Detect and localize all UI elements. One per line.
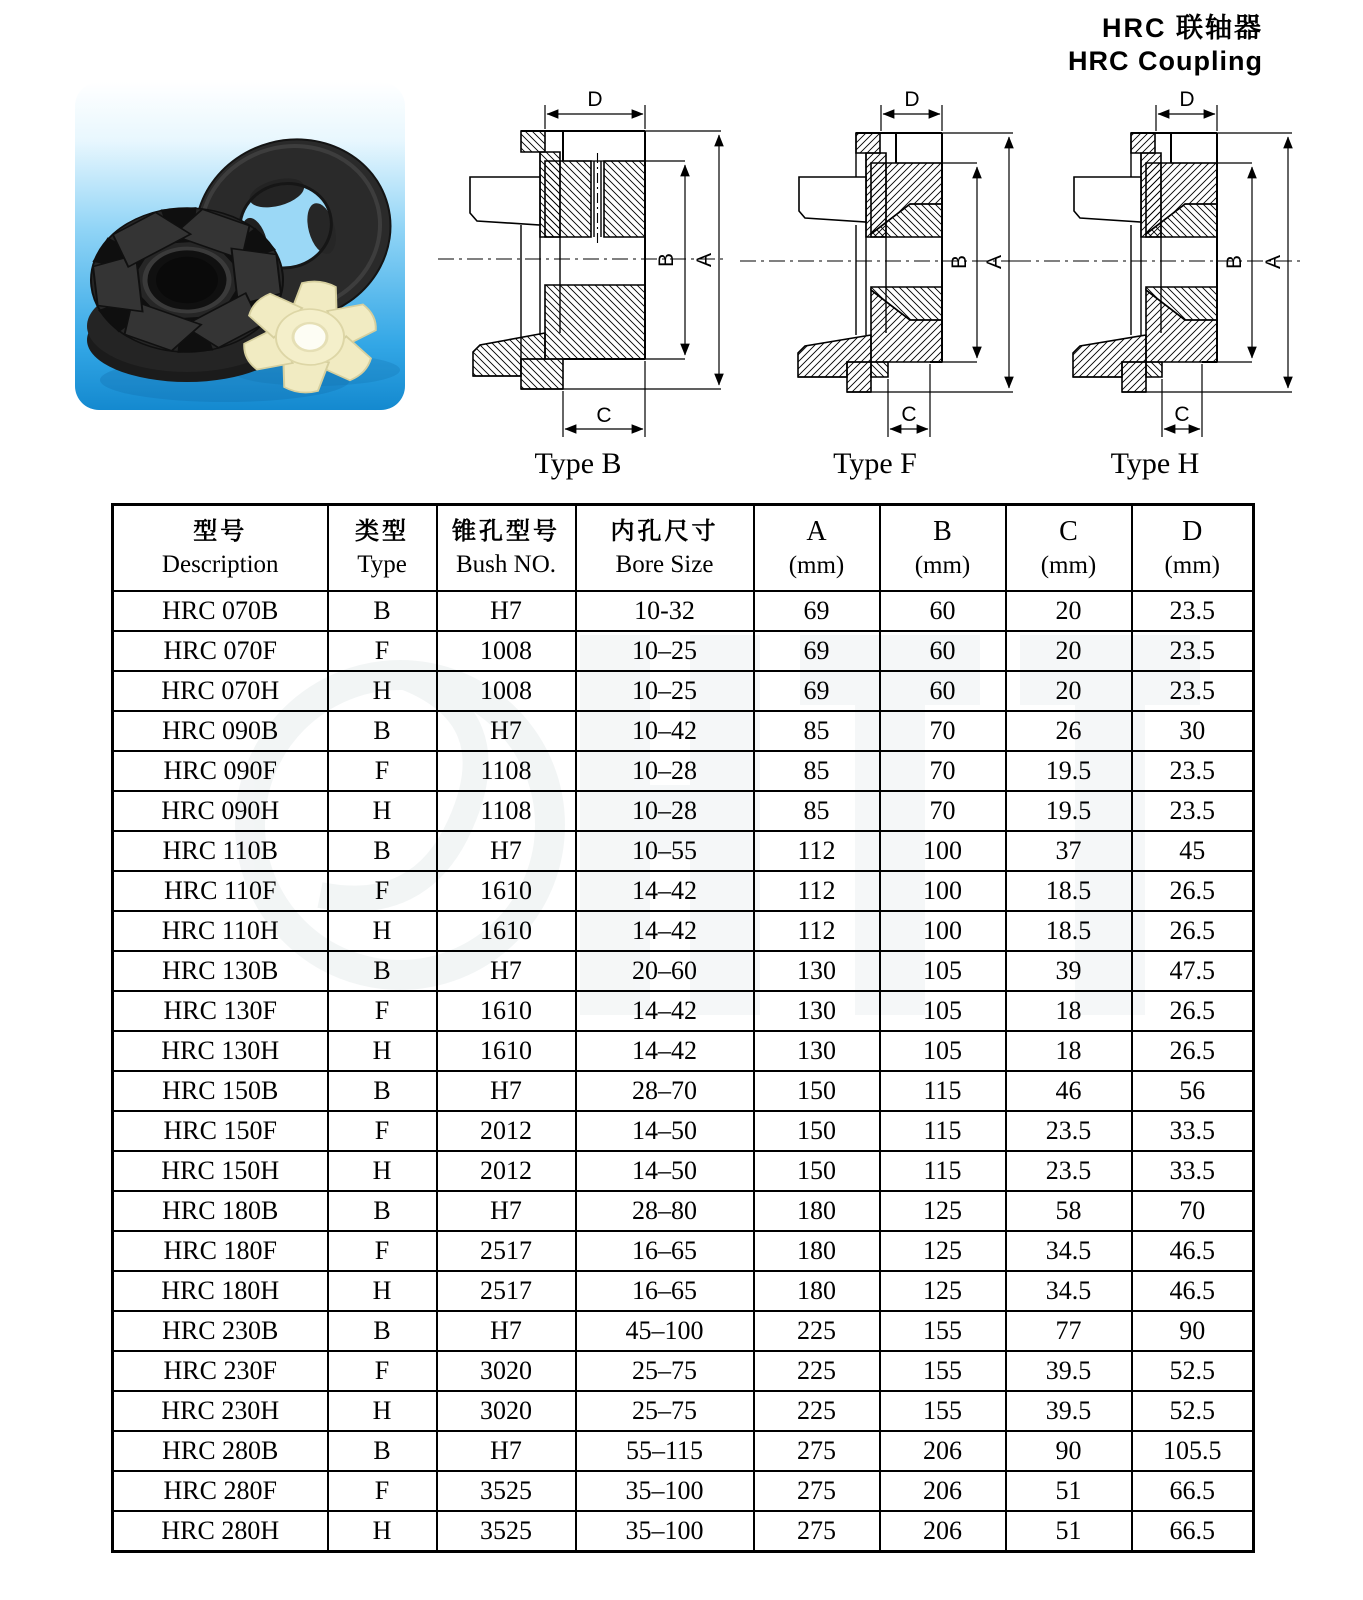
table-cell: H7 xyxy=(437,711,576,751)
table-cell: 180 xyxy=(754,1191,880,1231)
table-cell: 69 xyxy=(754,671,880,711)
table-cell: 10–28 xyxy=(576,791,754,831)
table-cell: 19.5 xyxy=(1006,791,1132,831)
dim-label-c: C xyxy=(901,403,917,426)
table-row xyxy=(113,751,1254,791)
table-cell: 180 xyxy=(754,1271,880,1311)
table-cell: 28–80 xyxy=(576,1191,754,1231)
table-cell: 130 xyxy=(754,1031,880,1071)
table-cell: 1610 xyxy=(437,1031,576,1071)
table-cell: 34.5 xyxy=(1006,1231,1132,1271)
table-cell: 105 xyxy=(880,951,1006,991)
table-cell: 14–42 xyxy=(576,911,754,951)
table-cell: HRC 280F xyxy=(113,1471,328,1511)
column-header-line2: Bore Size xyxy=(615,551,714,578)
table-cell: H7 xyxy=(437,951,576,991)
table-cell: 1008 xyxy=(437,671,576,711)
table-cell: 51 xyxy=(1006,1471,1132,1511)
table-row xyxy=(113,671,1254,711)
dim-label-d: D xyxy=(587,88,603,111)
table-cell: 2012 xyxy=(437,1111,576,1151)
header-row xyxy=(113,505,1254,592)
table-cell: 20–60 xyxy=(576,951,754,991)
table-cell: 105.5 xyxy=(1132,1431,1254,1471)
table-cell: B xyxy=(328,1311,437,1351)
table-cell: 10–55 xyxy=(576,831,754,871)
dim-label-b: B xyxy=(948,254,971,270)
table-cell: H7 xyxy=(437,831,576,871)
dim-label-b: B xyxy=(655,252,678,268)
column-header-line2: Description xyxy=(161,551,279,578)
table-cell: HRC 180B xyxy=(113,1191,328,1231)
table-cell: 112 xyxy=(754,871,880,911)
table-cell: 225 xyxy=(754,1351,880,1391)
coupling-photo-illustration xyxy=(75,82,405,410)
table-cell: 23.5 xyxy=(1132,671,1254,711)
table-cell: H xyxy=(328,1271,437,1311)
table-cell: 56 xyxy=(1132,1071,1254,1111)
table-cell: H xyxy=(328,671,437,711)
table-cell: 10–28 xyxy=(576,751,754,791)
table-cell: 51 xyxy=(1006,1511,1132,1552)
table-row xyxy=(113,1351,1254,1391)
table-cell: HRC 110B xyxy=(113,831,328,871)
table-cell: 30 xyxy=(1132,711,1254,751)
column-header xyxy=(576,505,754,592)
table-cell: HRC 150F xyxy=(113,1111,328,1151)
table-cell: B xyxy=(328,1071,437,1111)
table-cell: 33.5 xyxy=(1132,1151,1254,1191)
table-row xyxy=(113,1311,1254,1351)
table-cell: HRC 230H xyxy=(113,1391,328,1431)
dim-label-c: C xyxy=(1174,403,1190,426)
table-cell: 105 xyxy=(880,1031,1006,1071)
page-title-zh: HRC 联轴器 xyxy=(1102,13,1263,43)
table-row xyxy=(113,871,1254,911)
table-cell: 18 xyxy=(1006,1031,1132,1071)
table-cell: 70 xyxy=(880,791,1006,831)
table-cell: 70 xyxy=(880,751,1006,791)
table-cell: 55–115 xyxy=(576,1431,754,1471)
table-cell: 18.5 xyxy=(1006,911,1132,951)
table-cell: 225 xyxy=(754,1311,880,1351)
figure-caption: Type H xyxy=(1110,447,1200,480)
page-title-en: HRC Coupling xyxy=(1068,46,1263,76)
table-cell: 150 xyxy=(754,1071,880,1111)
table-cell: 1008 xyxy=(437,631,576,671)
product-photo xyxy=(75,82,405,410)
table-cell: 10–42 xyxy=(576,711,754,751)
table-cell: 23.5 xyxy=(1006,1111,1132,1151)
table-cell: HRC 180H xyxy=(113,1271,328,1311)
column-header-line2: (mm) xyxy=(788,552,845,579)
table-cell: 39.5 xyxy=(1006,1391,1132,1431)
table-cell: 1610 xyxy=(437,991,576,1031)
table-cell: HRC 070F xyxy=(113,631,328,671)
table-cell: 100 xyxy=(880,871,1006,911)
table-cell: 125 xyxy=(880,1271,1006,1311)
column-header-line1: 内孔尺寸 xyxy=(610,518,719,545)
column-header xyxy=(1006,505,1132,592)
table-cell: 14–50 xyxy=(576,1151,754,1191)
table-row xyxy=(113,1431,1254,1471)
table-cell: HRC 130F xyxy=(113,991,328,1031)
table-cell: 18 xyxy=(1006,991,1132,1031)
table-row xyxy=(113,591,1254,631)
table-row xyxy=(113,1391,1254,1431)
table-cell: 28–70 xyxy=(576,1071,754,1111)
dim-label-a: A xyxy=(693,252,716,268)
table-cell: 52.5 xyxy=(1132,1351,1254,1391)
table-cell: 1610 xyxy=(437,911,576,951)
table-cell: 115 xyxy=(880,1111,1006,1151)
table-row xyxy=(113,991,1254,1031)
table-cell: 1108 xyxy=(437,791,576,831)
table-row xyxy=(113,791,1254,831)
table-row xyxy=(113,1471,1254,1511)
column-header xyxy=(880,505,1006,592)
table-cell: 60 xyxy=(880,591,1006,631)
table-cell: 20 xyxy=(1006,671,1132,711)
column-header-line2: (mm) xyxy=(914,552,971,579)
table-cell: 33.5 xyxy=(1132,1111,1254,1151)
table-cell: 23.5 xyxy=(1132,591,1254,631)
table-cell: 70 xyxy=(1132,1191,1254,1231)
table-cell: 14–42 xyxy=(576,1031,754,1071)
page-title xyxy=(1068,12,1263,78)
table-row xyxy=(113,1511,1254,1552)
table-cell: HRC 150H xyxy=(113,1151,328,1191)
table-cell: 16–65 xyxy=(576,1271,754,1311)
table-cell: 150 xyxy=(754,1151,880,1191)
table-cell: 1108 xyxy=(437,751,576,791)
table-cell: 10-32 xyxy=(576,591,754,631)
table-cell: 52.5 xyxy=(1132,1391,1254,1431)
table-cell: 39.5 xyxy=(1006,1351,1132,1391)
dim-label-b: B xyxy=(1223,254,1246,270)
table-cell: 26 xyxy=(1006,711,1132,751)
table-cell: 23.5 xyxy=(1006,1151,1132,1191)
table-cell: 130 xyxy=(754,991,880,1031)
table-cell: 206 xyxy=(880,1431,1006,1471)
table-cell: HRC 130H xyxy=(113,1031,328,1071)
table-cell: H7 xyxy=(437,591,576,631)
column-header-line1: 锥孔型号 xyxy=(452,518,560,545)
table-cell: 14–42 xyxy=(576,991,754,1031)
table-cell: HRC 280B xyxy=(113,1431,328,1471)
table-cell: 85 xyxy=(754,751,880,791)
table-cell: F xyxy=(328,1111,437,1151)
table-cell: 20 xyxy=(1006,591,1132,631)
table-cell: 275 xyxy=(754,1431,880,1471)
table-cell: 85 xyxy=(754,791,880,831)
column-header-line1: A xyxy=(806,516,827,547)
table-cell: 100 xyxy=(880,831,1006,871)
dim-label-d: D xyxy=(904,88,920,111)
table-cell: HRC 180F xyxy=(113,1231,328,1271)
table-cell: HRC 150B xyxy=(113,1071,328,1111)
table-cell: F xyxy=(328,751,437,791)
figure-caption: Type B xyxy=(534,447,622,480)
table-cell: HRC 090F xyxy=(113,751,328,791)
table-cell: 70 xyxy=(880,711,1006,751)
table-cell: 10–25 xyxy=(576,671,754,711)
table-cell: 16–65 xyxy=(576,1231,754,1271)
table-cell: F xyxy=(328,871,437,911)
figure-type-h xyxy=(1000,85,1310,481)
table-cell: 275 xyxy=(754,1511,880,1552)
table-cell: 90 xyxy=(1006,1431,1132,1471)
table-cell: 14–42 xyxy=(576,871,754,911)
dim-label-a: A xyxy=(1262,254,1285,270)
table-cell: 125 xyxy=(880,1191,1006,1231)
table-cell: 60 xyxy=(880,671,1006,711)
column-header-line1: D xyxy=(1182,516,1203,547)
table-cell: HRC 230F xyxy=(113,1351,328,1391)
figure-type-b xyxy=(423,85,733,481)
table-cell: 18.5 xyxy=(1006,871,1132,911)
table-cell: 26.5 xyxy=(1132,1031,1254,1071)
table-cell: 3525 xyxy=(437,1511,576,1552)
column-header-line2: (mm) xyxy=(1164,552,1221,579)
spec-table-wrap xyxy=(111,503,1255,1553)
table-cell: 69 xyxy=(754,631,880,671)
table-cell: 90 xyxy=(1132,1311,1254,1351)
table-cell: 225 xyxy=(754,1391,880,1431)
table-cell: H xyxy=(328,911,437,951)
table-cell: HRC 110H xyxy=(113,911,328,951)
table-cell: HRC 230B xyxy=(113,1311,328,1351)
table-cell: 25–75 xyxy=(576,1391,754,1431)
table-cell: H xyxy=(328,1031,437,1071)
table-cell: B xyxy=(328,831,437,871)
table-cell: HRC 070B xyxy=(113,591,328,631)
table-cell: 77 xyxy=(1006,1311,1132,1351)
table-cell: 1610 xyxy=(437,871,576,911)
table-cell: 155 xyxy=(880,1391,1006,1431)
table-cell: HRC 070H xyxy=(113,671,328,711)
table-cell: 26.5 xyxy=(1132,871,1254,911)
table-cell: 275 xyxy=(754,1471,880,1511)
table-cell: 58 xyxy=(1006,1191,1132,1231)
table-cell: 66.5 xyxy=(1132,1511,1254,1552)
table-cell: 150 xyxy=(754,1111,880,1151)
table-cell: 47.5 xyxy=(1132,951,1254,991)
table-cell: 100 xyxy=(880,911,1006,951)
table-row xyxy=(113,911,1254,951)
table-cell: H xyxy=(328,1511,437,1552)
table-cell: 35–100 xyxy=(576,1471,754,1511)
table-cell: 2517 xyxy=(437,1231,576,1271)
table-cell: 45–100 xyxy=(576,1311,754,1351)
table-cell: HRC 090H xyxy=(113,791,328,831)
table-cell: HRC 110F xyxy=(113,871,328,911)
table-cell: F xyxy=(328,1471,437,1511)
table-cell: 10–25 xyxy=(576,631,754,671)
table-row xyxy=(113,631,1254,671)
table-cell: 115 xyxy=(880,1151,1006,1191)
table-cell: F xyxy=(328,631,437,671)
table-cell: 66.5 xyxy=(1132,1471,1254,1511)
table-cell: B xyxy=(328,1191,437,1231)
drawing-type-h xyxy=(1000,85,1310,443)
column-header xyxy=(1132,505,1254,592)
table-cell: 69 xyxy=(754,591,880,631)
table-cell: 37 xyxy=(1006,831,1132,871)
table-cell: 206 xyxy=(880,1471,1006,1511)
table-row xyxy=(113,711,1254,751)
table-header xyxy=(113,505,1254,592)
table-cell: 45 xyxy=(1132,831,1254,871)
table-cell: 3020 xyxy=(437,1391,576,1431)
table-cell: 3020 xyxy=(437,1351,576,1391)
drawing-type-f xyxy=(725,85,1025,443)
table-cell: B xyxy=(328,711,437,751)
table-cell: 180 xyxy=(754,1231,880,1271)
column-header-line1: C xyxy=(1059,516,1078,547)
column-header-line1: 型号 xyxy=(193,518,248,545)
table-cell: F xyxy=(328,991,437,1031)
table-cell: H7 xyxy=(437,1431,576,1471)
table-cell: 46.5 xyxy=(1132,1271,1254,1311)
column-header xyxy=(328,505,437,592)
table-row xyxy=(113,1231,1254,1271)
table-body xyxy=(113,591,1254,1552)
table-cell: 2012 xyxy=(437,1151,576,1191)
figure-type-f xyxy=(725,85,1025,481)
table-row xyxy=(113,831,1254,871)
table-cell: HRC 090B xyxy=(113,711,328,751)
table-cell: HRC 280H xyxy=(113,1511,328,1552)
table-cell: 19.5 xyxy=(1006,751,1132,791)
table-cell: 85 xyxy=(754,711,880,751)
column-header-line1: B xyxy=(933,516,952,547)
table-cell: 155 xyxy=(880,1351,1006,1391)
table-row xyxy=(113,1111,1254,1151)
table-cell: 14–50 xyxy=(576,1111,754,1151)
table-cell: H7 xyxy=(437,1311,576,1351)
table-row xyxy=(113,1031,1254,1071)
table-cell: F xyxy=(328,1231,437,1271)
table-cell: 60 xyxy=(880,631,1006,671)
table-cell: 39 xyxy=(1006,951,1132,991)
dim-label-d: D xyxy=(1179,88,1195,111)
column-header xyxy=(437,505,576,592)
table-cell: 46.5 xyxy=(1132,1231,1254,1271)
dim-label-a: A xyxy=(983,254,1006,270)
table-cell: B xyxy=(328,1431,437,1471)
table-cell: 115 xyxy=(880,1071,1006,1111)
table-cell: 23.5 xyxy=(1132,751,1254,791)
table-cell: 125 xyxy=(880,1231,1006,1271)
table-cell: 34.5 xyxy=(1006,1271,1132,1311)
table-cell: 46 xyxy=(1006,1071,1132,1111)
table-cell: HRC 130B xyxy=(113,951,328,991)
table-row xyxy=(113,1151,1254,1191)
drawing-type-b xyxy=(423,85,733,443)
table-cell: B xyxy=(328,591,437,631)
table-cell: 26.5 xyxy=(1132,911,1254,951)
column-header xyxy=(113,505,328,592)
table-cell: 25–75 xyxy=(576,1351,754,1391)
column-header-line1: 类型 xyxy=(355,518,409,545)
table-row xyxy=(113,1271,1254,1311)
table-cell: 112 xyxy=(754,911,880,951)
table-cell: 35–100 xyxy=(576,1511,754,1552)
spec-table xyxy=(111,503,1255,1553)
column-header-line2: Bush NO. xyxy=(455,551,556,578)
table-cell: 23.5 xyxy=(1132,791,1254,831)
table-cell: 23.5 xyxy=(1132,631,1254,671)
table-cell: 130 xyxy=(754,951,880,991)
table-cell: H7 xyxy=(437,1071,576,1111)
table-cell: F xyxy=(328,1351,437,1391)
column-header-line2: Type xyxy=(357,551,407,578)
table-cell: H xyxy=(328,1391,437,1431)
table-cell: H xyxy=(328,791,437,831)
table-cell: H xyxy=(328,1151,437,1191)
figure-caption: Type F xyxy=(833,447,917,480)
table-cell: B xyxy=(328,951,437,991)
dim-label-c: C xyxy=(596,404,612,427)
table-cell: 155 xyxy=(880,1311,1006,1351)
column-header-line2: (mm) xyxy=(1040,552,1097,579)
column-header xyxy=(754,505,880,592)
table-cell: 2517 xyxy=(437,1271,576,1311)
table-row xyxy=(113,1191,1254,1231)
table-cell: 20 xyxy=(1006,631,1132,671)
table-cell: 26.5 xyxy=(1132,991,1254,1031)
table-cell: 206 xyxy=(880,1511,1006,1552)
table-cell: 112 xyxy=(754,831,880,871)
table-row xyxy=(113,1071,1254,1111)
table-cell: 105 xyxy=(880,991,1006,1031)
table-row xyxy=(113,951,1254,991)
table-cell: H7 xyxy=(437,1191,576,1231)
table-cell: 3525 xyxy=(437,1471,576,1511)
